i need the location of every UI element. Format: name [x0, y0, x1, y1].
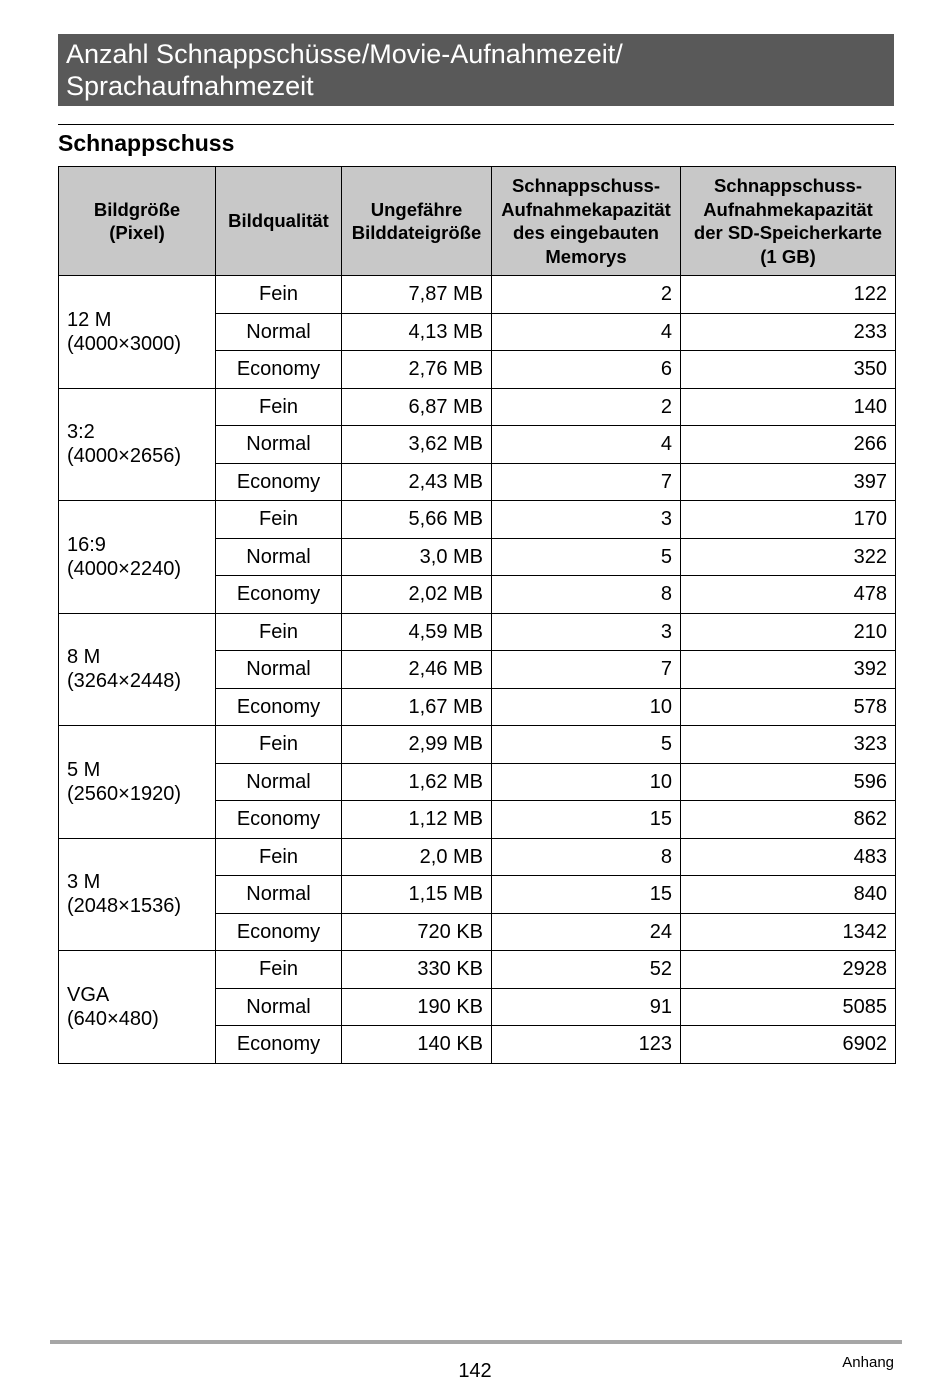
- quality-cell: Fein: [216, 388, 342, 426]
- quality-cell: Economy: [216, 913, 342, 951]
- image-size-label: 5 M: [67, 758, 101, 781]
- quality-cell: Fein: [216, 613, 342, 651]
- table-row: [59, 276, 896, 314]
- file-size-cell: 6,87 MB: [342, 388, 492, 426]
- image-size-cell: [59, 613, 216, 726]
- image-size-cell: [59, 501, 216, 614]
- table-header: [59, 167, 896, 276]
- image-size-label: 3:2: [67, 421, 95, 444]
- quality-cell: Fein: [216, 276, 342, 314]
- internal-memory-count-cell: 5: [492, 538, 681, 576]
- sd-card-count-cell: 322: [681, 538, 896, 576]
- image-size-label: 8 M: [67, 646, 101, 669]
- file-size-cell: 2,46 MB: [342, 651, 492, 689]
- file-size-cell: 1,12 MB: [342, 801, 492, 839]
- internal-memory-count-cell: 5: [492, 726, 681, 764]
- internal-memory-count-cell: 8: [492, 838, 681, 876]
- file-size-cell: 5,66 MB: [342, 501, 492, 539]
- internal-memory-count-cell: 123: [492, 1026, 681, 1064]
- column-header-internal-memory-capacity: Schnappschuss- Aufnahmekapazität des eingebauten Memorys: [492, 167, 681, 276]
- footer-divider: [50, 1340, 902, 1344]
- file-size-cell: 190 KB: [342, 988, 492, 1026]
- sd-card-count-cell: 233: [681, 313, 896, 351]
- sd-card-count-cell: 140: [681, 388, 896, 426]
- sd-card-count-cell: 210: [681, 613, 896, 651]
- table-row: [59, 388, 896, 426]
- image-pixel-dimensions: (2560×1920): [67, 782, 181, 805]
- internal-memory-count-cell: 7: [492, 463, 681, 501]
- column-header-sd-card-capacity: Schnappschuss- Aufnahmekapazität der SD-Speicherkarte (1 GB): [681, 167, 896, 276]
- sd-card-count-cell: 5085: [681, 988, 896, 1026]
- table-row: [59, 501, 896, 539]
- image-size-cell: [59, 726, 216, 839]
- quality-cell: Fein: [216, 726, 342, 764]
- quality-cell: Economy: [216, 463, 342, 501]
- internal-memory-count-cell: 10: [492, 763, 681, 801]
- quality-cell: Fein: [216, 838, 342, 876]
- table-row: [59, 838, 896, 876]
- image-size-label: 3 M: [67, 871, 101, 894]
- sd-card-count-cell: 2928: [681, 951, 896, 989]
- image-pixel-dimensions: (640×480): [67, 1007, 159, 1030]
- quality-cell: Normal: [216, 426, 342, 464]
- internal-memory-count-cell: 6: [492, 351, 681, 389]
- table-row: [59, 613, 896, 651]
- image-size-cell: [59, 276, 216, 389]
- sd-card-count-cell: 6902: [681, 1026, 896, 1064]
- sd-card-count-cell: 862: [681, 801, 896, 839]
- image-pixel-dimensions: (4000×2656): [67, 445, 181, 468]
- sd-card-count-cell: 266: [681, 426, 896, 464]
- column-header-image-quality: Bildqualität: [216, 167, 342, 276]
- quality-cell: Economy: [216, 1026, 342, 1064]
- file-size-cell: 1,67 MB: [342, 688, 492, 726]
- quality-cell: Economy: [216, 576, 342, 614]
- internal-memory-count-cell: 91: [492, 988, 681, 1026]
- internal-memory-count-cell: 4: [492, 313, 681, 351]
- table-row: [59, 726, 896, 764]
- table-row: [59, 951, 896, 989]
- quality-cell: Normal: [216, 988, 342, 1026]
- quality-cell: Fein: [216, 501, 342, 539]
- internal-memory-count-cell: 15: [492, 876, 681, 914]
- quality-cell: Economy: [216, 801, 342, 839]
- internal-memory-count-cell: 3: [492, 501, 681, 539]
- image-size-label: 12 M: [67, 308, 112, 331]
- file-size-cell: 140 KB: [342, 1026, 492, 1064]
- quality-cell: Fein: [216, 951, 342, 989]
- page-title-line-2: Sprachaufnahmezeit: [66, 71, 314, 101]
- quality-cell: Economy: [216, 351, 342, 389]
- quality-cell: Normal: [216, 876, 342, 914]
- file-size-cell: 3,62 MB: [342, 426, 492, 464]
- image-size-label: VGA: [67, 983, 110, 1006]
- sd-card-count-cell: 578: [681, 688, 896, 726]
- internal-memory-count-cell: 3: [492, 613, 681, 651]
- file-size-cell: 2,43 MB: [342, 463, 492, 501]
- image-size-cell: [59, 951, 216, 1064]
- file-size-cell: 1,15 MB: [342, 876, 492, 914]
- sd-card-count-cell: 323: [681, 726, 896, 764]
- page-title-bar: [58, 34, 894, 106]
- file-size-cell: 4,59 MB: [342, 613, 492, 651]
- sd-card-count-cell: 483: [681, 838, 896, 876]
- column-header-image-size: Bildgröße (Pixel): [59, 167, 216, 276]
- section-divider: [58, 124, 894, 125]
- sd-card-count-cell: 170: [681, 501, 896, 539]
- internal-memory-count-cell: 4: [492, 426, 681, 464]
- internal-memory-count-cell: 8: [492, 576, 681, 614]
- sd-card-count-cell: 596: [681, 763, 896, 801]
- file-size-cell: 3,0 MB: [342, 538, 492, 576]
- table-body: [59, 276, 896, 1064]
- sd-card-count-cell: 397: [681, 463, 896, 501]
- file-size-cell: 2,02 MB: [342, 576, 492, 614]
- file-size-cell: 2,76 MB: [342, 351, 492, 389]
- page-number: 142: [458, 1360, 492, 1382]
- image-size-cell: [59, 838, 216, 951]
- section-heading: Schnappschuss: [58, 130, 235, 156]
- internal-memory-count-cell: 2: [492, 276, 681, 314]
- internal-memory-count-cell: 52: [492, 951, 681, 989]
- page-title-line-1: Anzahl Schnappschüsse/Movie-Aufnahmezeit/: [66, 39, 623, 69]
- file-size-cell: 720 KB: [342, 913, 492, 951]
- file-size-cell: 330 KB: [342, 951, 492, 989]
- file-size-cell: 4,13 MB: [342, 313, 492, 351]
- image-pixel-dimensions: (3264×2448): [67, 670, 181, 693]
- column-header-file-size: Ungefähre Bilddateigröße: [342, 167, 492, 276]
- image-size-label: 16:9: [67, 533, 106, 556]
- internal-memory-count-cell: 10: [492, 688, 681, 726]
- file-size-cell: 2,99 MB: [342, 726, 492, 764]
- image-pixel-dimensions: (2048×1536): [67, 895, 181, 918]
- sd-card-count-cell: 122: [681, 276, 896, 314]
- sd-card-count-cell: 350: [681, 351, 896, 389]
- internal-memory-count-cell: 2: [492, 388, 681, 426]
- sd-card-count-cell: 392: [681, 651, 896, 689]
- file-size-cell: 7,87 MB: [342, 276, 492, 314]
- image-size-cell: [59, 388, 216, 501]
- file-size-cell: 1,62 MB: [342, 763, 492, 801]
- quality-cell: Normal: [216, 763, 342, 801]
- internal-memory-count-cell: 24: [492, 913, 681, 951]
- internal-memory-count-cell: 7: [492, 651, 681, 689]
- quality-cell: Economy: [216, 688, 342, 726]
- quality-cell: Normal: [216, 651, 342, 689]
- quality-cell: Normal: [216, 538, 342, 576]
- image-pixel-dimensions: (4000×2240): [67, 557, 181, 580]
- capacity-table: [58, 166, 896, 1064]
- quality-cell: Normal: [216, 313, 342, 351]
- file-size-cell: 2,0 MB: [342, 838, 492, 876]
- sd-card-count-cell: 840: [681, 876, 896, 914]
- sd-card-count-cell: 478: [681, 576, 896, 614]
- chapter-label: Anhang: [842, 1354, 894, 1371]
- image-pixel-dimensions: (4000×3000): [67, 332, 181, 355]
- internal-memory-count-cell: 15: [492, 801, 681, 839]
- header-row: [59, 167, 896, 276]
- sd-card-count-cell: 1342: [681, 913, 896, 951]
